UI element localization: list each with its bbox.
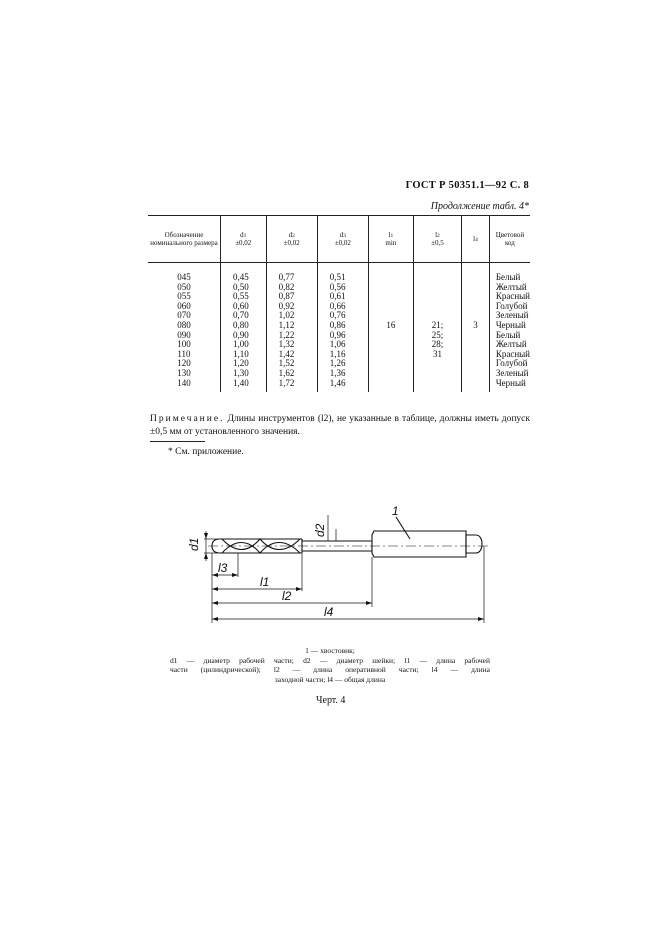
- l1-value: 16: [386, 320, 396, 330]
- th-d1: [220, 216, 266, 263]
- th-l4-sub: 4: [475, 236, 478, 243]
- th-color-text: Цветовой код: [495, 230, 525, 247]
- col-l2: [413, 263, 462, 393]
- th-d1-tol: ±0,02: [235, 239, 252, 248]
- color-cell: Зеленый: [495, 310, 529, 321]
- th-l2-sub: 2: [437, 232, 440, 239]
- th-l4: [462, 216, 490, 263]
- d1-cell: 1,20: [232, 358, 249, 369]
- d3-cell: 0,76: [329, 310, 346, 321]
- th-d2-sub: 2: [292, 232, 295, 239]
- col-l1: [369, 263, 414, 393]
- d2-cell: 0,92: [278, 300, 295, 311]
- drill-drawing: [160, 495, 500, 635]
- d1-cell: 0,60: [232, 300, 249, 311]
- th-l1-sub: 1: [390, 232, 394, 239]
- col-l4: [462, 263, 490, 393]
- th-d3-sub: 3: [343, 232, 347, 239]
- designation-cell: 140: [177, 377, 191, 388]
- standard-header: ГОСТ Р 50351.1—92 С. 8: [405, 180, 529, 191]
- color-cell: Черный: [495, 377, 526, 388]
- designation-cell: 070: [177, 310, 191, 321]
- col-d2: [266, 263, 317, 393]
- d2-cell: 0,77: [278, 272, 295, 282]
- table-continuation-label: Продолжение табл. 4*: [430, 201, 529, 212]
- designation-cell: 055: [177, 291, 191, 302]
- th-l2-symbol: l: [435, 230, 438, 239]
- d2-cell: 1,22: [278, 329, 295, 340]
- d1-cell: 1,30: [232, 367, 249, 378]
- d1-cell: 0,70: [232, 310, 249, 321]
- th-d2-tol: ±0,02: [283, 239, 300, 248]
- table-note: [150, 413, 530, 439]
- d1-cell: 0,50: [232, 281, 249, 292]
- designation-cell: 050: [177, 281, 191, 292]
- designation-cell: 090: [177, 329, 191, 340]
- d3-cell: 0,56: [329, 281, 346, 292]
- th-d2: [266, 216, 317, 263]
- th-color: [489, 216, 530, 263]
- color-cell: Голубой: [495, 300, 528, 311]
- d3-cell: 1,16: [329, 348, 346, 359]
- designation-cell: 110: [177, 348, 191, 359]
- d1-cell: 1,10: [232, 348, 249, 359]
- th-l1-symbol: l: [388, 230, 391, 239]
- callout-leader: [396, 517, 410, 539]
- d3-cell: 1,36: [329, 367, 346, 378]
- th-d3-tol: ±0,02: [334, 239, 351, 248]
- color-cell: Белый: [495, 272, 521, 282]
- d2-cell: 1,02: [278, 310, 295, 321]
- d2-cell: 1,62: [278, 367, 295, 378]
- d1-cell: 1,00: [232, 339, 249, 350]
- shank-end: [466, 535, 482, 553]
- l2-cell: 25;: [431, 329, 444, 340]
- th-d1-symbol: d: [240, 230, 244, 239]
- shank: [372, 531, 466, 557]
- d3-cell: 0,96: [329, 329, 346, 340]
- footnote: * См. приложение.: [168, 447, 244, 457]
- d2-cell: 0,87: [278, 291, 295, 302]
- designation-cell: 130: [177, 367, 191, 378]
- col-d3: [317, 263, 368, 393]
- d3-cell: 0,86: [329, 319, 346, 330]
- d2-label: d2: [313, 523, 327, 537]
- callout-1-label: 1: [392, 504, 399, 518]
- l3-label: l3: [218, 561, 228, 575]
- d1-cell: 0,80: [232, 319, 249, 330]
- d2-cell: 1,72: [278, 377, 295, 388]
- th-l4-symbol: l: [473, 234, 476, 243]
- designation-cell: 100: [177, 339, 191, 350]
- d3-cell: 0,61: [329, 291, 346, 302]
- l4-label: l4: [324, 605, 334, 619]
- footnote-rule: [150, 441, 205, 442]
- note-label: Примечание.: [150, 414, 225, 424]
- col-d1: [220, 263, 266, 393]
- th-designation: [148, 216, 220, 263]
- d2-cell: 1,12: [278, 319, 295, 330]
- d2-cell: 0,82: [278, 281, 295, 292]
- note-text: Длины инструментов (l2), не указанные в таблице, должны иметь допуск ±0,5 мм от установленного значения.: [150, 414, 530, 437]
- d3-cell: 1,06: [329, 339, 346, 350]
- th-l2: [413, 216, 462, 263]
- designation-cell: 120: [177, 358, 191, 369]
- designation-cell: 060: [177, 300, 191, 311]
- legend-line-1: 1 — хвостовик;: [305, 646, 355, 655]
- color-cell: Красный: [495, 291, 530, 302]
- col-color: [489, 263, 530, 393]
- figure-caption: Черт. 4: [316, 695, 346, 706]
- legend-line-2: d1 — диаметр рабочей части; d2 — диаметр шейки; l1 — длина рабочей: [170, 655, 490, 665]
- th-designation-text: Обозначение номинального размера: [150, 230, 218, 247]
- d3-cell: 0,66: [329, 300, 346, 311]
- th-d2-symbol: d: [288, 230, 293, 239]
- color-cell: Желтый: [495, 339, 527, 350]
- l2-cell: 28;: [431, 339, 444, 350]
- d1-cell: 0,45: [232, 272, 249, 282]
- th-d1-sub: 1: [243, 232, 247, 239]
- color-cell: Голубой: [495, 358, 528, 369]
- color-cell: Черный: [495, 319, 526, 330]
- th-l2-tol: ±0,5: [431, 239, 444, 248]
- d2-cell: 1,42: [278, 348, 295, 359]
- d2-cell: 1,52: [278, 358, 295, 369]
- l2-cell: 31: [432, 348, 442, 359]
- designation-cell: 045: [177, 272, 191, 282]
- d1-cell: 0,90: [232, 329, 249, 340]
- l2-label: l2: [282, 589, 292, 603]
- d1-cell: 1,40: [232, 377, 249, 388]
- d3-cell: 1,26: [329, 358, 346, 369]
- color-cell: Белый: [495, 329, 521, 340]
- th-d3: [317, 216, 368, 263]
- d3-cell: 0,51: [329, 272, 346, 282]
- th-l1-min: min: [385, 239, 397, 248]
- d1-cell: 0,55: [232, 291, 249, 302]
- l2-cell: 21;: [431, 320, 444, 330]
- d1-label: d1: [187, 537, 201, 551]
- d3-cell: 1,46: [329, 377, 346, 388]
- th-l1: [369, 216, 414, 263]
- th-d3-symbol: d: [339, 230, 344, 239]
- color-cell: Зеленый: [495, 367, 529, 378]
- legend-line-3: части (цилиндрической); l2 — длина оперативной части; l4 — длина: [170, 665, 490, 674]
- legend-line-4: заходной части; l4 — общая длина: [274, 674, 386, 684]
- l4-value: 3: [473, 320, 478, 330]
- d2-cell: 1,32: [278, 339, 295, 350]
- designation-cell: 080: [177, 319, 191, 330]
- col-designation: [148, 263, 220, 393]
- figure-legend: [170, 646, 490, 684]
- color-cell: Красный: [495, 348, 530, 359]
- spec-table: [148, 215, 530, 392]
- l1-label: l1: [260, 575, 270, 589]
- color-cell: Желтый: [495, 281, 527, 292]
